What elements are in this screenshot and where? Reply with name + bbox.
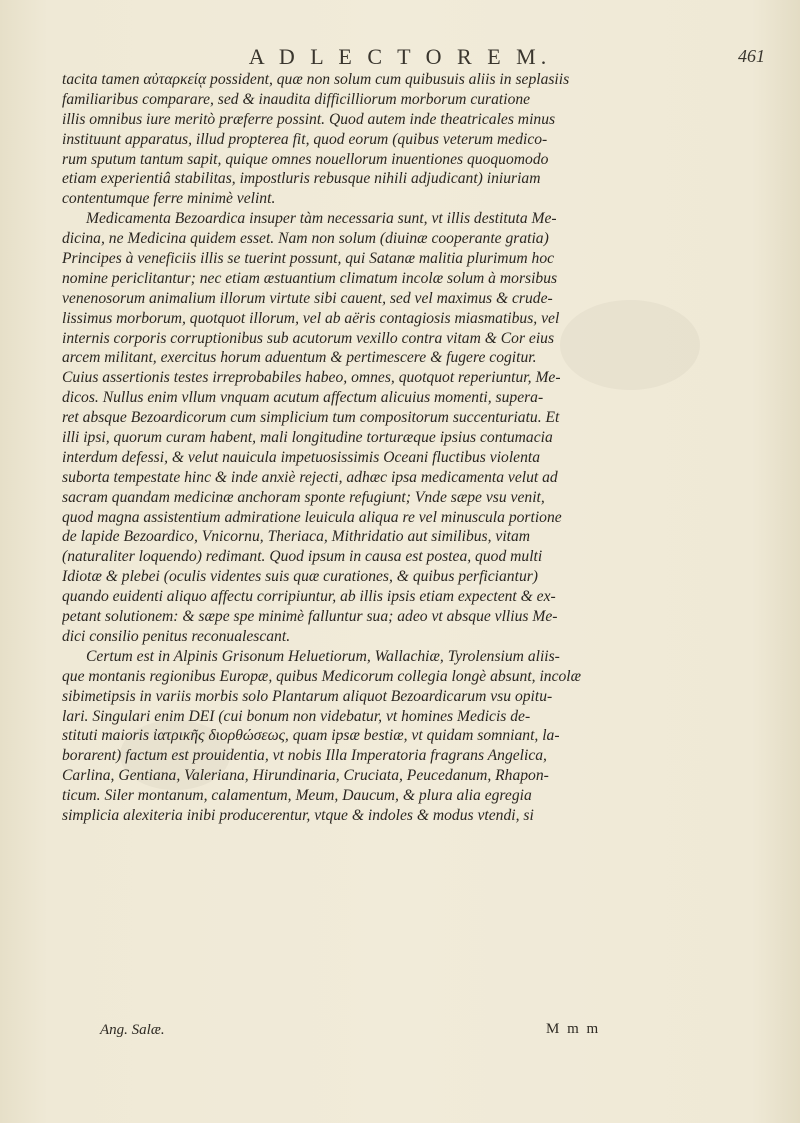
text-line: illi ipsi, quorum curam habent, mali longitudine torturæque ipsius contumacia — [62, 429, 553, 447]
text-line: Cuius assertionis testes irreprobabiles habeo, omnes, quotquot reperiuntur, Me- — [62, 369, 561, 387]
text-line: dicos. Nullus enim vllum vnquam acutum affectum alicuius momenti, supera- — [62, 389, 544, 407]
text-line: Certum est in Alpinis Grisonum Heluetiorum, Wallachiæ, Tyrolensium aliis- — [86, 647, 560, 665]
text-line: sacram quandam medicinæ anchoram sponte refugiunt; Vnde sæpe vsu venit, — [62, 488, 545, 506]
text-line: quando euidenti aliquo affectu corripiuntur, ab illis ipsis etiam expectent & ex- — [62, 588, 556, 606]
text-line: dici consilio penitus reconualescant. — [62, 627, 291, 645]
catchword: Ang. Salæ. — [100, 1022, 165, 1038]
text-line: Principes à veneficiis illis se tuerint possunt, qui Satanæ malitia plurimum hoc — [62, 250, 555, 268]
text-line: internis corporis corruptionibus sub acutorum vexillo contra vitam & Cor eius — [62, 329, 555, 347]
body-text — [62, 70, 752, 826]
text-line: venenosorum animalium illorum virtute sibi cauent, sed vel maximus & crude- — [62, 289, 553, 307]
text-line: dicina, ne Medicina quidem esset. Nam non solum (diuinæ cooperante gratia) — [62, 230, 549, 248]
text-line: tacita tamen αὐταρκείᾳ possident, quæ non solum cum quibusuis aliis in seplasiis — [62, 71, 570, 88]
text-line: Idiotæ & plebei (oculis videntes suis quæ curationes, & quibus perficiantur) — [62, 568, 538, 586]
text-line: illis omnibus iure meritò præferre possint. Quod autem inde theatricales minus — [62, 110, 556, 128]
text-line: ticum. Siler montanum, calamentum, Meum, Daucum, & plura alia egregia — [62, 787, 532, 805]
running-head: A D L E C T O R E M. — [248, 44, 552, 69]
text-line: suborta tempestate hinc & inde anxiè rejecti, adhæc ipsa medicamenta velut ad — [62, 468, 558, 486]
text-line: arcem militant, exercitus horum aduentum & pertimescere & fugere cogitur. — [62, 349, 537, 367]
text-line: borarent) factum est prouidentia, vt nobis Illa Imperatoria fragrans Angelica, — [62, 747, 547, 765]
text-line: simplicia alexiteria inibi producerentur, vtque & indoles & modus vtendi, si — [62, 806, 534, 824]
text-line: etiam experientiâ stabilitas, impostluris rebusque nihili adjudicant) iniuriam — [62, 170, 541, 188]
text-line: familiaribus comparare, sed & inaudita difficilliorum morborum curatione — [62, 90, 531, 108]
text-line: contentumque ferre minimè velint. — [62, 190, 276, 208]
signature-mark: M m m — [546, 1021, 601, 1037]
text-line: lissimus morborum, quotquot illorum, vel ab aëris contagiosis miasmatibus, vel — [62, 309, 560, 327]
text-line: interdum defessi, & velut nauicula impetuosissimis Oceani fluctibus violenta — [62, 448, 540, 466]
text-line: sibimetipsis in variis morbis solo Plantarum aliquot Bezoardicarum vsu opitu- — [62, 687, 553, 705]
text-line: petant solutionem: & sæpe spe minimè falluntur sua; adeo vt absque vllius Me- — [62, 608, 558, 626]
text-line: stituti maioris ἰατρικῆς διορθώσεως, quam ipsæ bestiæ, vt quidam somniant, la- — [62, 727, 560, 745]
page-number: 461 — [738, 46, 765, 66]
text-line: quod magna assistentium admiratione leuicula aliqua re vel minuscula portione — [62, 508, 562, 526]
text-line: Medicamenta Bezoardica insuper tàm necessaria sunt, vt illis destituta Me- — [86, 210, 557, 228]
text-line: rum sputum tantum sapit, quique omnes nouellorum inuentiones quoquomodo — [62, 150, 549, 168]
text-line: que montanis regionibus Europæ, quibus Medicorum collegia longè absunt, incolæ — [62, 667, 582, 685]
text-line: (naturaliter loquendo) redimant. Quod ipsum in causa est postea, quod multi — [62, 548, 543, 566]
text-line: instituunt apparatus, illud propterea fit, quod eorum (quibus veterum medico- — [62, 130, 548, 148]
text-line: de lapide Bezoardico, Vnicornu, Theriaca, Mithridatio aut similibus, vitam — [62, 528, 531, 546]
text-line: ret absque Bezoardicorum cum simplicium tum compositorum succenturiatu. Et — [62, 409, 560, 427]
text-line: nomine periclitantur; nec etiam æstuantium climatum incolæ solum à morsibus — [62, 269, 558, 287]
text-line: Carlina, Gentiana, Valeriana, Hirundinaria, Cruciata, Peucedanum, Rhapon- — [62, 767, 549, 785]
text-line: lari. Singulari enim DEI (cui bonum non videbatur, vt homines Medicis de- — [62, 707, 531, 725]
